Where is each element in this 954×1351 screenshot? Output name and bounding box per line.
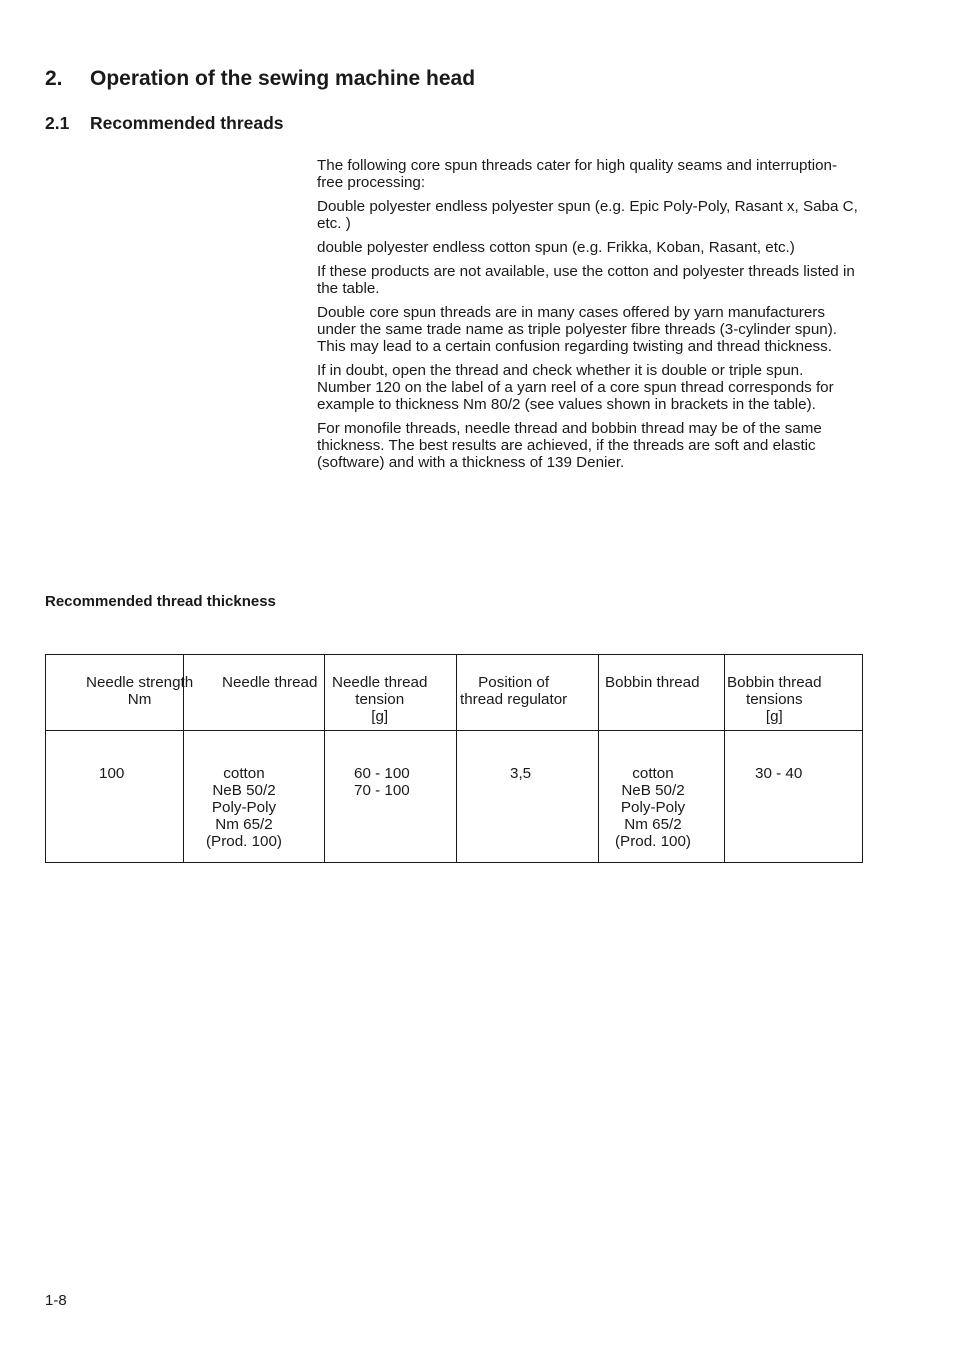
column-divider (598, 655, 599, 862)
paragraph: The following core spun threads cater for high quality seams and interruption-free processing: (317, 157, 838, 191)
cell-needle-thread-tension: 60 - 100 70 - 100 (354, 765, 410, 799)
header-thread-regulator-position: Position of thread regulator (460, 674, 568, 708)
paragraph: If these products are not available, use the cotton and polyester threads listed in the table. (317, 263, 855, 297)
cell-needle-strength: 100 (99, 765, 125, 782)
header-needle-thread-tension: Needle thread tension [g] (332, 674, 428, 725)
subsection-title: Recommended threads (90, 113, 284, 133)
paragraph: Number 120 on the label of a yarn reel of a core spun thread corresponds for example to thickness Nm 80/2 (see values shown in brackets in the table). (317, 379, 834, 413)
page-number: 1-8 (45, 1292, 67, 1309)
section-title: Operation of the sewing machine head (90, 67, 476, 90)
thread-table (45, 654, 863, 863)
column-divider (324, 655, 325, 862)
paragraph: double polyester endless cotton spun (e.g. Frikka, Koban, Rasant, etc.) (317, 239, 795, 256)
row-divider (46, 730, 862, 731)
header-bobbin-thread: Bobbin thread (605, 674, 700, 691)
paragraph: Double polyester endless polyester spun (e.g. Epic Poly-Poly, Rasant x, Saba C, etc. ) (317, 198, 858, 232)
paragraph: If in doubt, open the thread and check whether it is double or triple spun. (317, 362, 804, 379)
cell-thread-regulator-position: 3,5 (510, 765, 532, 782)
paragraph: Double core spun threads are in many cases offered by yarn manufacturers under the same trade name as triple polyester fibre threads (3-cylinder spun). This may lead to a certain confusion regarding twisting and thread thickness. (317, 304, 838, 355)
section-number: 2. (45, 67, 63, 90)
cell-bobbin-thread: cotton NeB 50/2 Poly-Poly Nm 65/2 (Prod. 100) (615, 765, 691, 850)
subsection-number: 2.1 (45, 113, 70, 133)
subsection-heading (45, 113, 284, 134)
table-title: Recommended thread thickness (45, 593, 276, 610)
section-heading (45, 67, 475, 91)
column-divider (456, 655, 457, 862)
body-text (317, 157, 862, 478)
paragraph: For monofile threads, needle thread and bobbin thread may be of the same thickness. The best results are achieved, if the threads are soft and elastic (software) and with a thickness of 139 Denier. (317, 420, 822, 471)
cell-bobbin-thread-tensions: 30 - 40 (755, 765, 803, 782)
header-needle-strength: Needle strength Nm (86, 674, 194, 708)
header-needle-thread: Needle thread (222, 674, 318, 691)
cell-needle-thread: cotton NeB 50/2 Poly-Poly Nm 65/2 (Prod. 100) (206, 765, 282, 850)
column-divider (724, 655, 725, 862)
header-bobbin-thread-tensions: Bobbin thread tensions [g] (727, 674, 822, 725)
